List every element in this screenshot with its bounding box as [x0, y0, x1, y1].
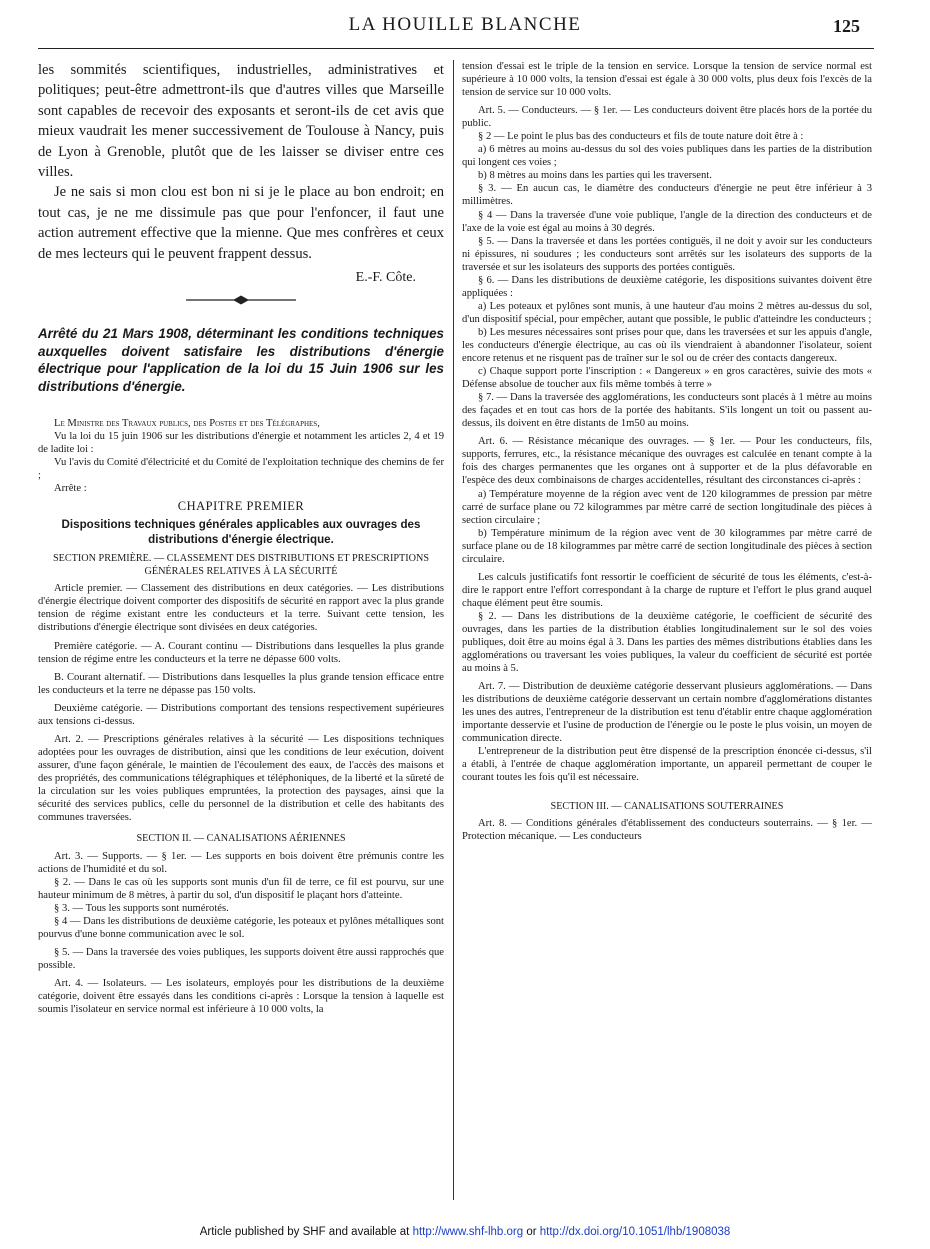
article-paragraph: b) Température minimum de la région avec vent de 30 kilogrammes par mètre carré de surface plane ou de 18 kilogrammes par mètre carré de section longitudinale des pièces à section circulaire. — [462, 527, 872, 565]
article-paragraph: c) Chaque support porte l'inscription : « Dangereux » en gros caractères, suivie des mots « Défense absolue de toucher aux fils même tombés à terre » — [462, 366, 872, 391]
article-paragraph: L'entrepreneur de la distribution peut être dispensé de la prescription énoncée ci-dessus, s'il a établi, à l'entrée de chaque agglomération importante, un appareil permettant de couper le courant toutes les fois qu'il est nécessaire. — [462, 746, 872, 784]
article-paragraph: Première catégorie. — A. Courant continu — Distributions dans lesquelles la plus grande tension de régime entre les conducteurs et la terre ne dépasse 600 volts. — [38, 640, 444, 665]
article-paragraph: § 3. — En aucun cas, le diamètre des conducteurs d'énergie ne peut être inférieur à 3 millimètres. — [462, 183, 872, 208]
article-paragraph: § 4 — Dans les distributions de deuxième catégorie, les poteaux et pylônes métalliques sont pourvus d'une bonne communication avec le sol. — [38, 915, 444, 940]
article-paragraph: Les calculs justificatifs font ressortir le coefficient de sécurité de tous les éléments, c'est-à-dire le rapport entre l'effort correspondant à la charge de rupture et l'effort le plus grand auquel chaque élément peut être soumis. — [462, 571, 872, 609]
header-rule — [38, 48, 874, 49]
article-paragraph: Art. 4. — Isolateurs. — Les isolateurs, employés pour les distributions de la deuxième catégorie, doivent être essayés dans les conditions ci-après : Lorsque la tension à laquelle est soumis l'isolateur en service normal est inférieure à 10 000 volts, la — [38, 978, 444, 1016]
article-paragraph: a) 6 mètres au moins au-dessus du sol des voies publiques dans les parties de la distribution qui longent ces voies ; — [462, 144, 872, 169]
chapter-subtitle: Dispositions techniques générales applicables aux ouvrages des distributions d'énergie électrique. — [61, 518, 421, 547]
section-heading: SECTION III. — CANALISATIONS SOUTERRAINES — [550, 800, 784, 812]
article-paragraph: b) Les mesures nécessaires sont prises pour que, dans les traversées et sur les appuis d'angle, les conducteurs d'énergie électrique, au cas où ils viendraient à abandonner l'isolateur, soient encore retenus et ne risquent pas de traîner sur le sol ou de créer des contacts dangereux. — [462, 326, 872, 365]
minister-line: Le Ministre des Travaux publics, des Postes et des Télégraphes, — [54, 418, 320, 430]
footer-credit — [0, 1226, 930, 1238]
article-paragraph: Art. 6. — Résistance mécanique des ouvrages. — § 1er. — Pour les conducteurs, fils, supports, ferrures, etc., la résistance mécanique des ouvrages est calculée en tenant compte à la fois des charges permanentes que les organes ont à supporter et de la plus défavorable en l'espèce des deux combinaisons de charges accidentelles, résultant des circonstances ci-après : — [462, 436, 872, 487]
arrete-line: Arrête : — [54, 483, 87, 495]
article-paragraph: a) Les poteaux et pylônes sont munis, à une hauteur d'au moins 2 mètres au-dessus du sol, d'un dispositif spécial, pour empêcher, autant que possible, le public d'atteindre les conducteurs ; — [462, 300, 872, 325]
article-paragraph: Article premier. — Classement des distributions en deux catégories. — Les distributions d'énergie électrique doivent comporter des dispositifs de sécurité en rapport avec la plus grande tension de régime existant entre les conducteurs et la terre. Suivant cette tension, les distributions d'énergie électrique sont divisées en deux catégories. — [38, 583, 444, 634]
article-paragraph: § 4 — Dans la traversée d'une voie publique, l'angle de la direction des conducteurs et de l'axe de la voie est égal au moins à 30 degrés. — [462, 209, 872, 234]
article-paragraph: § 7. — Dans la traversée des agglomérations, les conducteurs sont placés à 1 mètre au moins des façades et en tout cas hors de la portée des habitants. S'ils longent un toit ou passent au-dessus, ils doivent en être distants de 1m50 au moins. — [462, 392, 872, 430]
page-number: 125 — [833, 16, 860, 36]
column-divider — [453, 60, 454, 1200]
article-paragraph: § 2 — Le point le plus bas des conducteurs et fils de toute nature doit être à : — [478, 131, 804, 143]
article-paragraph: b) 8 mètres au moins dans les parties qui les traversent. — [478, 170, 712, 182]
article-paragraph: § 5. — Dans la traversée des voies publiques, les supports doivent être aussi rapprochés que possible. — [38, 946, 444, 972]
intro-paragraph: Je ne sais si mon clou est bon ni si je le place au bon endroit; en tout cas, je ne me dissimule pas que pour l'enfoncer, il faut une action autrement effective que la mienne. Que mes confrères et ceux de mes lecteurs qui le peuvent frappent dessus. — [38, 184, 444, 262]
article-paragraph: § 3. — Tous les supports sont numérotés. — [54, 902, 229, 914]
article-paragraph: § 6. — Dans les distributions de deuxième catégorie, les dispositions suivantes doivent être appliquées : — [462, 274, 872, 299]
article-paragraph: Art. 2. — Prescriptions générales relatives à la sécurité — Les dispositions techniques adoptées pour les ouvrages de distribution, ainsi que les conditions de leur exécution, doivent assurer, d'une façon générale, le maintien de l'écoulement des eaux, de l'accès des maisons et des propriétés, des communications télégraphiques et téléphoniques, de la liberté et la sûreté de la circulation sur les voies publiques empruntées, la protection des paysages, ainsi que la sécurité des services publics, celle du personnel de la distribution et celle des habitants des communes traversées. — [38, 733, 444, 824]
journal-title: LA HOUILLE BLANCHE — [348, 14, 582, 35]
article-paragraph: B. Courant alternatif. — Distributions dans lesquelles la plus grande tension efficace entre les conducteurs et la terre ne dépasse pas 150 volts. — [38, 671, 444, 696]
article-paragraph: Deuxième catégorie. — Distributions comportant des tensions respectivement supérieures aux tensions ci-dessus. — [38, 702, 444, 727]
vu-clause: Vu l'avis du Comité d'électricité et du Comité de l'exploitation technique des chemins de fer ; — [38, 457, 444, 482]
vu-clause: Vu la loi du 15 juin 1906 sur les distributions d'énergie et notamment les articles 2, 4 et 19 de ladite loi : — [38, 431, 444, 456]
article-paragraph: a) Température moyenne de la région avec vent de 120 kilogrammes de pression par mètre carré de surface plane ou 72 kilogrammes par mètre carré de section longitudinale des pièces à section circulaire ; — [462, 488, 872, 526]
decree-title: Arrêté du 21 Mars 1908, déterminant les conditions techniques auxquelles doivent satisfaire les distributions d'énergie électrique pour l'application de la loi du 15 Juin 1906 sur les distributions d'énergie. — [38, 326, 444, 394]
article-paragraph: Art. 7. — Distribution de deuxième catégorie desservant plusieurs agglomérations. — Dans les distributions de deuxième catégorie desservant un certain nombre d'agglomérations distantes les unes des autres, l'entrepreneur de la distribution est tenu d'établir entre chaque agglomération importante desservie et l'usine de production de l'énergie ou le poste le plus voisin, un moyen de communication directe. — [462, 681, 872, 745]
article-paragraph: § 2. — Dans les distributions de la deuxième catégorie, le coefficient de sécurité des ouvrages, dans les parties de la distribution établies longitudinalement sur le sol des voies publiques, doit être au moins égal à 3. Dans les parties des mêmes distributions établies dans les agglomérations ou traversant les voies publiques, la valeur du coefficient de sécurité est portée au moins à 5. — [462, 610, 872, 675]
article-paragraph: Art. 5. — Conducteurs. — § 1er. — Les conducteurs doivent être placés hors de la portée du public. — [462, 105, 872, 130]
footer-text: Article published by SHF and available at — [199, 1226, 413, 1238]
article-paragraph: Art. 3. — Supports. — § 1er. — Les supports en bois doivent être prémunis contre les actions de l'humidité et du sol. — [38, 850, 444, 875]
article-paragraph: § 5. — Dans la traversée et dans les portées contiguës, il ne doit y avoir sur les conducteurs ni épissures, ni soudures ; les conducteurs sont arrêtés sur les isolateurs des supports de la traversée et sur les isolateurs des supports des portées contiguës. — [462, 235, 872, 273]
right-column — [462, 60, 872, 843]
section-heading: SECTION PREMIÈRE. — CLASSEMENT DES DISTRIBUTIONS ET PRESCRIPTIONS GÉNÉRALES RELATIVES À LA SÉCURITÉ — [52, 553, 430, 577]
chapter-heading: CHAPITRE PREMIER — [177, 499, 305, 514]
footer-text: or — [523, 1226, 540, 1238]
article-paragraph: tension d'essai est le triple de la tension en service. Lorsque la tension de service normal est supérieure à 10 000 volts, la tension d'essai est égale à 30 000 volts, plus deux fois l'excès de la tension de service sur 10 000 volts. — [462, 61, 872, 99]
article-paragraph: § 2. — Dans le cas où les supports sont munis d'un fil de terre, ce fil est pourvu, sur une hauteur minimum de 8 mètres, à partir du sol, d'un dispositif le plaçant hors d'atteinte. — [38, 876, 444, 901]
intro-paragraph: les sommités scientifiques, industrielles, administratives et politiques; peut-être admettront-ils que d'autres villes que Marseille sont capables de recevoir des exposants et seront-ils de cet avis que mieux vaudrait les mener successivement de Toulouse à Nancy, puis de Lyon à Grenoble, plutôt que de les laisser se diviser entre ces villes. — [38, 62, 444, 181]
ornament-divider-icon — [186, 295, 296, 305]
article-paragraph: Art. 8. — Conditions générales d'établissement des conducteurs souterrains. — § 1er. — Protection mécanique. — Les conducteurs — [462, 818, 872, 843]
footer-link-doi[interactable]: http://dx.doi.org/10.1051/lhb/1908038 — [539, 1226, 731, 1238]
left-column — [38, 60, 444, 1016]
section-heading: SECTION II. — CANALISATIONS AÉRIENNES — [136, 833, 346, 845]
footer-link-shf[interactable]: http://www.shf-lhb.org — [412, 1226, 524, 1238]
author-signature: E.-F. Côte. — [355, 270, 416, 286]
